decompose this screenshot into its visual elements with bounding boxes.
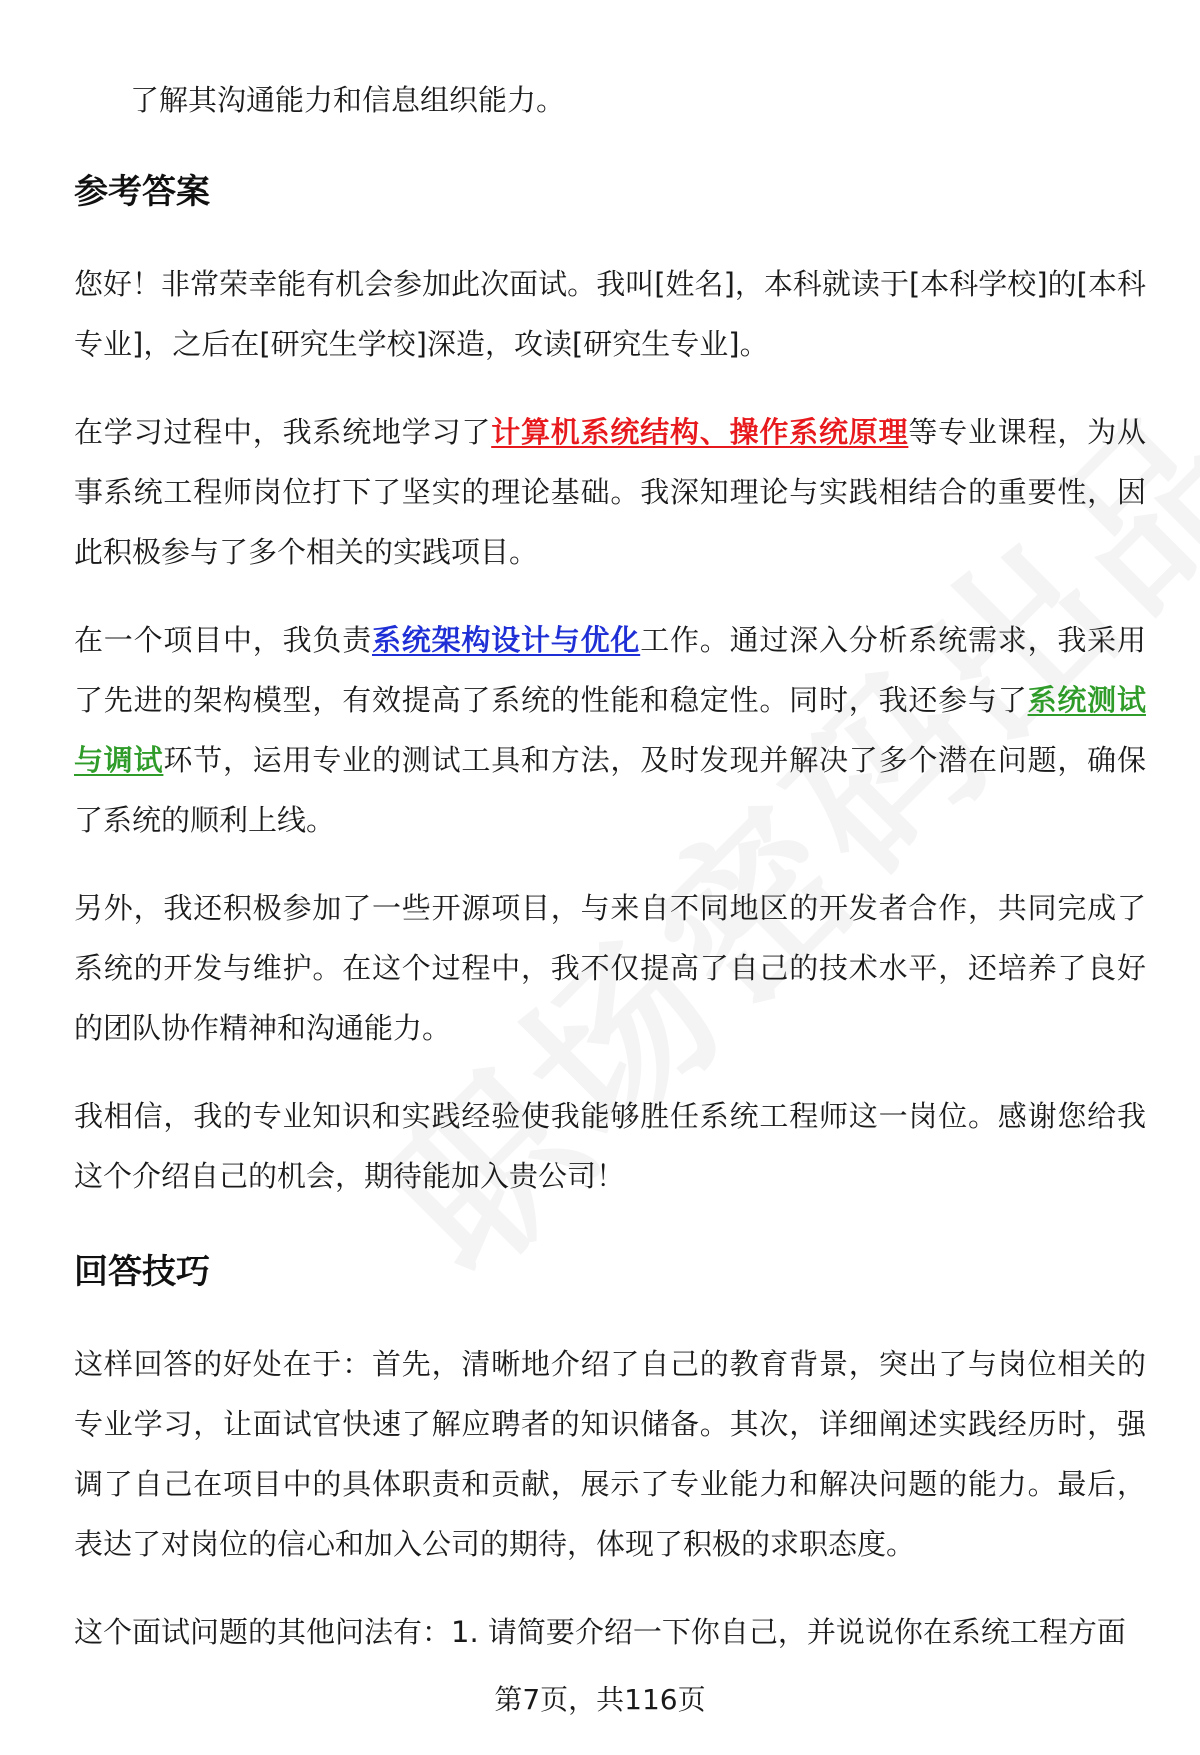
tips-paragraph-2: 这个面试问题的其他问法有：1. 请简要介绍一下你自己，并说说你在系统工程方面 (74, 1615, 1126, 1649)
highlight-architecture: 系统架构设计与优化 (372, 623, 641, 657)
highlight-courses: 计算机系统结构、操作系统原理 (491, 415, 909, 449)
answer-paragraph-5: 我相信，我的专业知识和实践经验使我能够胜任系统工程师这一岗位。感谢您给我这个介绍自己的机会，期待能加入贵公司！ (74, 1099, 1146, 1193)
highlight-testing: 系统测试与调试 (74, 683, 1146, 777)
answer-paragraph-1: 您好！非常荣幸能有机会参加此次面试。我叫[姓名]，本科就读于[本科学校]的[本科专业]，之后在[研究生学校]深造，攻读[研究生专业]。 (74, 267, 1146, 361)
document-body (74, 70, 1146, 1690)
answer-paragraph-2-text-a: 在学习过程中，我系统地学习了 (74, 415, 492, 449)
answer-paragraph-2 (74, 402, 1146, 582)
answer-paragraph-3-text-b: 工作。通过深入分析系统需求，我采用了先进的架构模型，有效提高了系统的性能和稳定性。同时，我还参与了 (74, 623, 1146, 717)
answer-paragraph-4: 另外，我还积极参加了一些开源项目，与来自不同地区的开发者合作，共同完成了系统的开发与维护。在这个过程中，我不仅提高了自己的技术水平，还培养了良好的团队协作精神和沟通能力。 (74, 891, 1146, 1045)
answer-paragraph-3-text-c: 环节，运用专业的测试工具和方法，及时发现并解决了多个潜在问题，确保了系统的顺利上线。 (74, 743, 1146, 837)
page-footer: 第7页，共116页 (494, 1683, 706, 1716)
tips-paragraph-1: 这样回答的好处在于：首先，清晰地介绍了自己的教育背景，突出了与岗位相关的专业学习，让面试官快速了解应聘者的知识储备。其次，详细阐述实践经历时，强调了自己在项目中的具体职责和贡献，展示了专业能力和解决问题的能力。最后，表达了对岗位的信心和加入公司的期待，体现了积极的求职态度。 (74, 1347, 1146, 1561)
answer-paragraph-3-text-a: 在一个项目中，我负责 (74, 623, 372, 657)
section-title-reference-answer: 参考答案 (74, 172, 210, 212)
intro-line: 了解其沟通能力和信息组织能力。 (130, 83, 566, 117)
answer-paragraph-2-text-b: 等专业课程，为从事系统工程师岗位打下了坚实的理论基础。我深知理论与实践相结合的重要性，因此积极参与了多个相关的实践项目。 (74, 415, 1146, 569)
section-title-tips: 回答技巧 (74, 1252, 210, 1292)
answer-paragraph-3 (74, 610, 1146, 850)
